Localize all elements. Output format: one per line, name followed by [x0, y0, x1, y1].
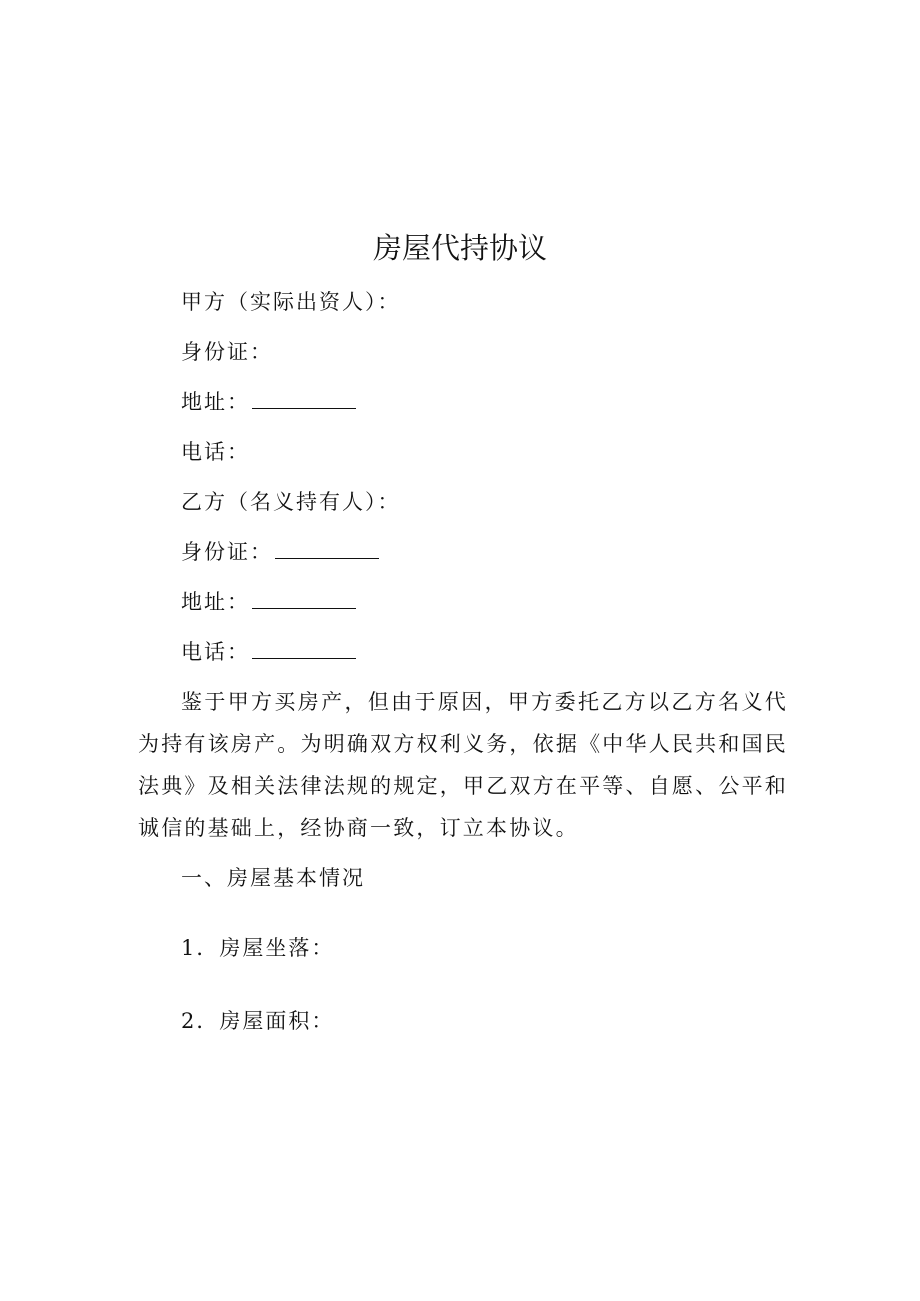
section-1-item-2: 2．房屋面积： [181, 1009, 335, 1033]
party-a-address-line [181, 387, 356, 417]
party-b-id-blank [275, 540, 379, 559]
party-a-id-label: 身份证： [181, 340, 273, 364]
party-a-heading: 甲方（实际出资人）： [181, 290, 401, 314]
document-title: 房屋代持协议 [372, 231, 547, 265]
section-1-heading: 一、房屋基本情况 [181, 866, 365, 890]
party-b-address-blank [252, 590, 356, 609]
party-b-heading: 乙方（名义持有人）： [181, 490, 401, 514]
party-b-phone-line [181, 637, 356, 667]
party-a-phone-label: 电话： [181, 440, 250, 464]
party-b-phone-label: 电话： [181, 640, 250, 664]
party-a-address-label: 地址： [181, 390, 250, 414]
party-b-address-label: 地址： [181, 590, 250, 614]
section-1-item-1: 1．房屋坐落： [181, 936, 335, 960]
party-a-address-blank [252, 390, 356, 409]
party-b-id-label: 身份证： [181, 540, 273, 564]
preamble-paragraph: 鉴于甲方买房产，但由于原因，甲方委托乙方以乙方名义代为持有该房产。为明确双方权利义务，依据《中华人民共和国民法典》及相关法律法规的规定，甲乙双方在平等、自愿、公平和诚信的基础上，经协商一致，订立本协议。 [138, 690, 788, 840]
party-b-id-line [181, 537, 379, 567]
party-b-address-line [181, 587, 356, 617]
party-b-phone-blank [252, 640, 356, 659]
